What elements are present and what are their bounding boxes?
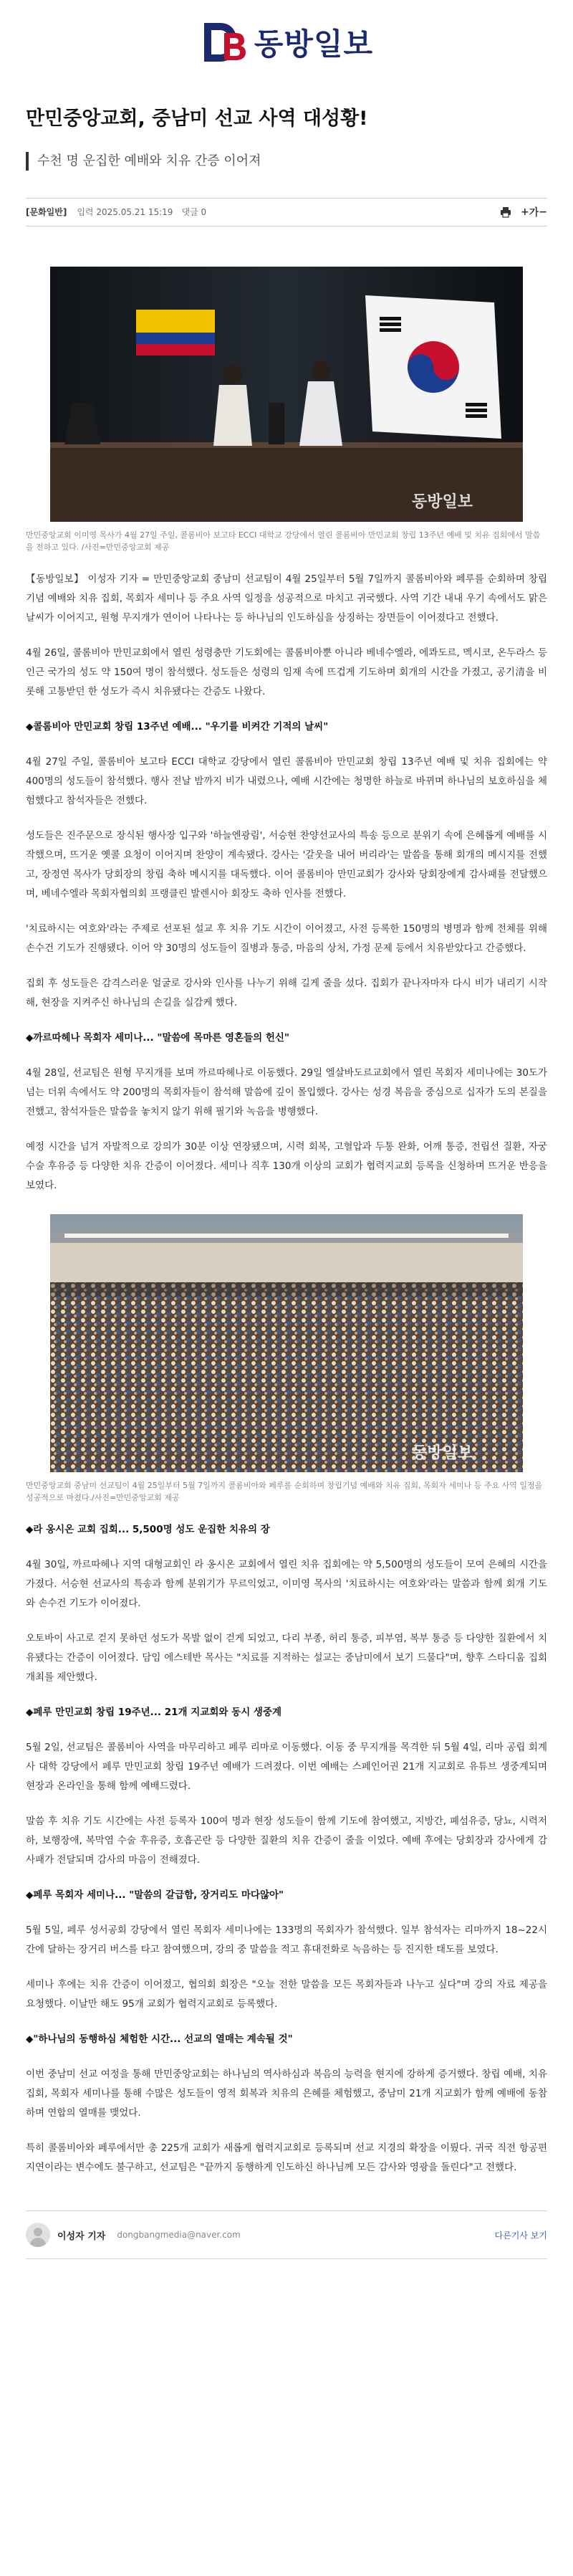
article-paragraph: 5월 2일, 선교팀은 콜롬비아 사역을 마무리하고 페루 리마로 이동했다. 이동 중 무지개를 목격한 뒤 5월 4일, 리마 공립 회계사 대학 강당에서 페루 만민교회 창립 19주년 예배가 드려졌다. 이번 예배는 스페인어권 21개 지교회로 유튜브 생중계되며 현장과 온라인을 통해 함께 예배드렸다. xyxy=(26,1742,547,1792)
article-paragraph: 예정 시간을 넘겨 자발적으로 강의가 30분 이상 연장됐으며, 시력 회복, 고혈압과 두통 완화, 어깨 통증, 전립선 질환, 자궁 수술 후유증 등 다양한 치유 간증이 이어졌다. 세미나 직후 130개 이상의 교회가 협력지교회 등록을 신청하며 뜨거운 반응을 보였다. xyxy=(26,1140,547,1191)
photo-2-caption: 만민중앙교회 중남미 선교팀이 4월 25일부터 5월 7일까지 콜롬비아와 페루를 순회하며 창립기념 예배와 치유 집회, 목회자 세미나 등 주요 사역 일정을 성공적으로 마쳤다./사진=만민중앙교회 제공 xyxy=(26,1480,543,1503)
font-size-label: 가 xyxy=(529,206,539,219)
article-subheading: ◆페루 만민교회 창립 19주년... 21개 지교회와 동시 생중계 xyxy=(26,1707,282,1718)
comment-count[interactable]: 댓글 0 xyxy=(181,207,207,218)
article-body-part-1 xyxy=(26,570,547,1196)
article-paragraph: 【동방일보】 이성자 기자 = 만민중앙교회 중남미 선교팀이 4월 25일부터 5월 7일까지 콜롬비아와 페루를 순회하며 창립기념 예배와 치유 집회, 목회자 세미나 등 주요 사역 일정을 성공적으로 마치고 귀국했다. 사역 기간 내내 우기 속에서도 맑은 날씨가 이어지고, 원형 무지개가 연이어 나타나는 등 하나님의 인도하심을 상징하는 장면들이 이어졌다고 전했다. xyxy=(26,573,547,624)
plus-icon: + xyxy=(521,206,529,218)
article-title: 만민중앙교회, 중남미 선교 사역 대성황! xyxy=(26,108,368,130)
author-name[interactable]: 이성자 기자 xyxy=(57,2231,106,2242)
minus-icon: − xyxy=(539,206,547,218)
article-tools xyxy=(499,206,547,219)
print-icon[interactable] xyxy=(499,206,512,219)
site-logo[interactable] xyxy=(200,17,373,67)
podium xyxy=(269,403,284,444)
article-body-part-2 xyxy=(26,1520,547,2177)
article-subheading: ◆까르따헤나 목회자 세미나... "말씀에 목마른 영혼들의 헌신" xyxy=(26,1031,289,1044)
photo-1-caption: 만민중앙교회 이미영 목사가 4월 27일 주일, 콜롬비아 보고타 ECCI 대학교 강당에서 열린 콜롬비아 만민교회 창립 13주년 예배 및 치유 집회에서 말씀을 전하고 있다. /사진=만민중앙교회 제공 xyxy=(26,530,541,553)
font-size-button[interactable] xyxy=(521,206,547,219)
article-paragraph: 4월 27일 주일, 콜롬비아 보고타 ECCI 대학교 강당에서 열린 콜롬비아 만민교회 창립 13주년 예배 및 치유 집회에는 약 400명의 성도들이 참석했다. 행사 전날 밤까지 비가 내렸으나, 예배 시간에는 청명한 하늘로 바뀌며 하나님의 보호하심을 체험했다고 참석자들은 전했다. xyxy=(26,755,547,806)
flag-colombia xyxy=(136,310,215,356)
article-subtitle: 수천 명 운집한 예배와 치유 간증 이어져 xyxy=(26,152,547,170)
article-paragraph: 5월 5일, 페루 성서공회 강당에서 열린 목회자 세미나에는 133명의 목회자가 참석했다. 일부 참석자는 리마까지 18~22시간에 달하는 장거리 버스를 타고 참여했으며, 강의 중 말씀을 적고 휴대전화로 녹음하는 등 진지한 태도를 보였다. xyxy=(26,1924,547,1955)
article-subheading: ◆라 옹시온 교회 집회... 5,500명 성도 운집한 치유의 장 xyxy=(26,1524,270,1535)
author-email[interactable]: dongbangmedia@naver.com xyxy=(117,2230,241,2240)
article-paragraph: 특히 콜롬비아와 페루에서만 총 225개 교회가 새롭게 협력지교회로 등록되며 선교 지경의 확장을 이뤘다. 귀국 직전 항공편 지연이라는 변수에도 불구하고, 선교팀은 "끝까지 동행하게 인도하신 하나님께 모든 감사와 영광을 돌린다"고 전했다. xyxy=(26,2142,547,2173)
logo-text: 동방일보 xyxy=(254,27,374,62)
flag-korea xyxy=(365,295,501,439)
article-paragraph: 말씀 후 치유 기도 시간에는 사전 등록자 100여 명과 현장 성도들이 함께 기도에 참여했고, 지방간, 폐섬유증, 당뇨, 시력저하, 보행장애, 복막염 수술 후유증, 호흡곤란 등 다양한 질환의 치유 간증이 줄을 이었다. 예배 후에는 당회장과 강사에게 감사패가 전달되며 감사의 마음이 전해졌다. xyxy=(26,1816,547,1866)
article-meta-bar xyxy=(26,198,547,226)
article-paragraph: 오토바이 사고로 걷지 못하던 성도가 목발 없이 걷게 되었고, 다리 부종, 허리 통증, 피부염, 복부 통증 등 다양한 질환에서 치유됐다는 간증이 이어졌다. 담임 에스테반 목사는 "치료를 지적하는 설교는 중남미에서 보기 드물다"며, 향후 스타디움 집회 개최를 제안했다. xyxy=(26,1633,547,1683)
stage-photo-image xyxy=(50,267,523,522)
article-paragraph: '치료하시는 여호와'라는 주제로 선포된 설교 후 치유 기도 시간이 이어졌고, 사전 등록한 150명의 병명과 함께 전체를 위해 손수건 기도가 진행됐다. 이어 약 30명의 성도들이 질병과 통증, 마음의 상처, 가정 문제 등에서 치유받았다고 간증했다. xyxy=(26,922,547,954)
published-date: 입력 2025.05.21 15:19 xyxy=(77,207,173,218)
more-articles-link[interactable]: 다른기사 보기 xyxy=(494,2230,547,2241)
photo-watermark: 동방일보 xyxy=(411,492,473,511)
article-paragraph: 이번 중남미 선교 여정을 통해 만민중앙교회는 하나님의 역사하심과 복음의 능력을 현지에 강하게 증거했다. 창립 예배, 치유 집회, 목회자 세미나를 통해 수많은 성도들이 영적 회복과 치유의 은혜를 체험했고, 중남미 21개 지교회가 함께 예배에 동참하며 연합의 열매를 맺었다. xyxy=(26,2069,548,2119)
section-label[interactable]: [문화일반] xyxy=(26,207,67,218)
article-subheading: ◆"하나님의 동행하심 체험한 시간... 선교의 열매는 계속될 것" xyxy=(26,2033,293,2045)
avatar xyxy=(26,2223,50,2247)
article-paragraph: 4월 28일, 선교팀은 원형 무지개를 보며 까르따헤나로 이동했다. 29일 엘살바도르교회에서 열린 목회자 세미나에는 30도가 넘는 더위 속에서도 약 200명의 목회자들이 참석해 말씀에 깊이 몰입했다. 강사는 성경 복음을 중심으로 십자가 도의 본질을 전했고, 참석자들은 말씀을 놓치지 않기 위해 필기와 녹음을 병행했다. xyxy=(26,1067,547,1117)
article-paragraph: 집회 후 성도들은 감격스러운 얼굴로 강사와 인사를 나누기 위해 길게 줄을 섰다. 집회가 끝나자마자 다시 비가 내리기 시작해, 현장을 지켜주신 하나님의 손길을 실감케 했다. xyxy=(26,977,547,1008)
article-paragraph: 세미나 후에는 치유 간증이 이어졌고, 협의회 회장은 "오늘 전한 말씀을 모든 목회자들과 나누고 싶다"며 강의 자료 제공을 요청했다. 이날만 해도 95개 교회가 협력지교회로 등록했다. xyxy=(26,1979,547,2010)
author-byline xyxy=(26,2210,547,2259)
article-paragraph: 4월 30일, 까르따헤나 지역 대형교회인 라 옹시온 교회에서 열린 치유 집회에는 약 5,500명의 성도들이 모여 은혜의 시간을 가졌다. 서승현 선교사의 특송과 함께 분위기가 무르익었고, 이미영 목사의 '치료하시는 여호와'라는 말씀과 함께 회개 기도와 손수건 기도가 이어졌다. xyxy=(26,1559,547,1609)
article-photo-1 xyxy=(50,267,523,522)
article-subheading: ◆페루 목회자 세미나... "말씀의 갈급함, 장거리도 마다않아" xyxy=(26,1889,284,1901)
article-paragraph: 4월 26일, 콜롬비아 만민교회에서 열린 성령충만 기도회에는 콜롬비아뿐 아니라 베네수엘라, 에콰도르, 멕시코, 온두라스 등 인근 국가의 성도 약 150여 명이 참석했다. 성도들은 성령의 임재 속에 뜨겁게 기도하며 회개의 시간을 가졌고, 공기清을 비롯해 고통받던 한 성도가 즉시 치유됐다는 간증도 나왔다. xyxy=(26,647,547,697)
article-header xyxy=(0,85,573,171)
logo-mark-icon xyxy=(200,17,250,67)
photo-watermark: 동방일보 xyxy=(411,1444,473,1462)
article-subheading: ◆콜롬비아 만민교회 창립 13주년 예배... "우기를 비켜간 기적의 날씨" xyxy=(26,720,329,733)
crowd-photo-image xyxy=(50,1214,523,1472)
masthead xyxy=(0,0,573,85)
article-paragraph: 성도들은 진주문으로 장식된 행사장 입구와 '하늘엔광림', 서승현 찬양선교사의 특송 등으로 분위기 속에 은혜롭게 예배를 시작했으며, 뜨거운 옛콜 요청이 이어지며 찬양이 계속됐다. 강사는 '갈웃을 내어 버리라'는 말씀을 통해 회개의 메시지를 전했고, 장정연 목사가 당회장의 창립 축하 메시지를 대독했다. 이어 콜롬비아 만민교회가 강사와 당회장에게 감사패를 전달했으며, 베네수엘라 목회자협의회 프랭클린 발렌시아 회장도 축하 인사를 전했다. xyxy=(26,829,547,900)
article-photo-2 xyxy=(50,1214,523,1472)
